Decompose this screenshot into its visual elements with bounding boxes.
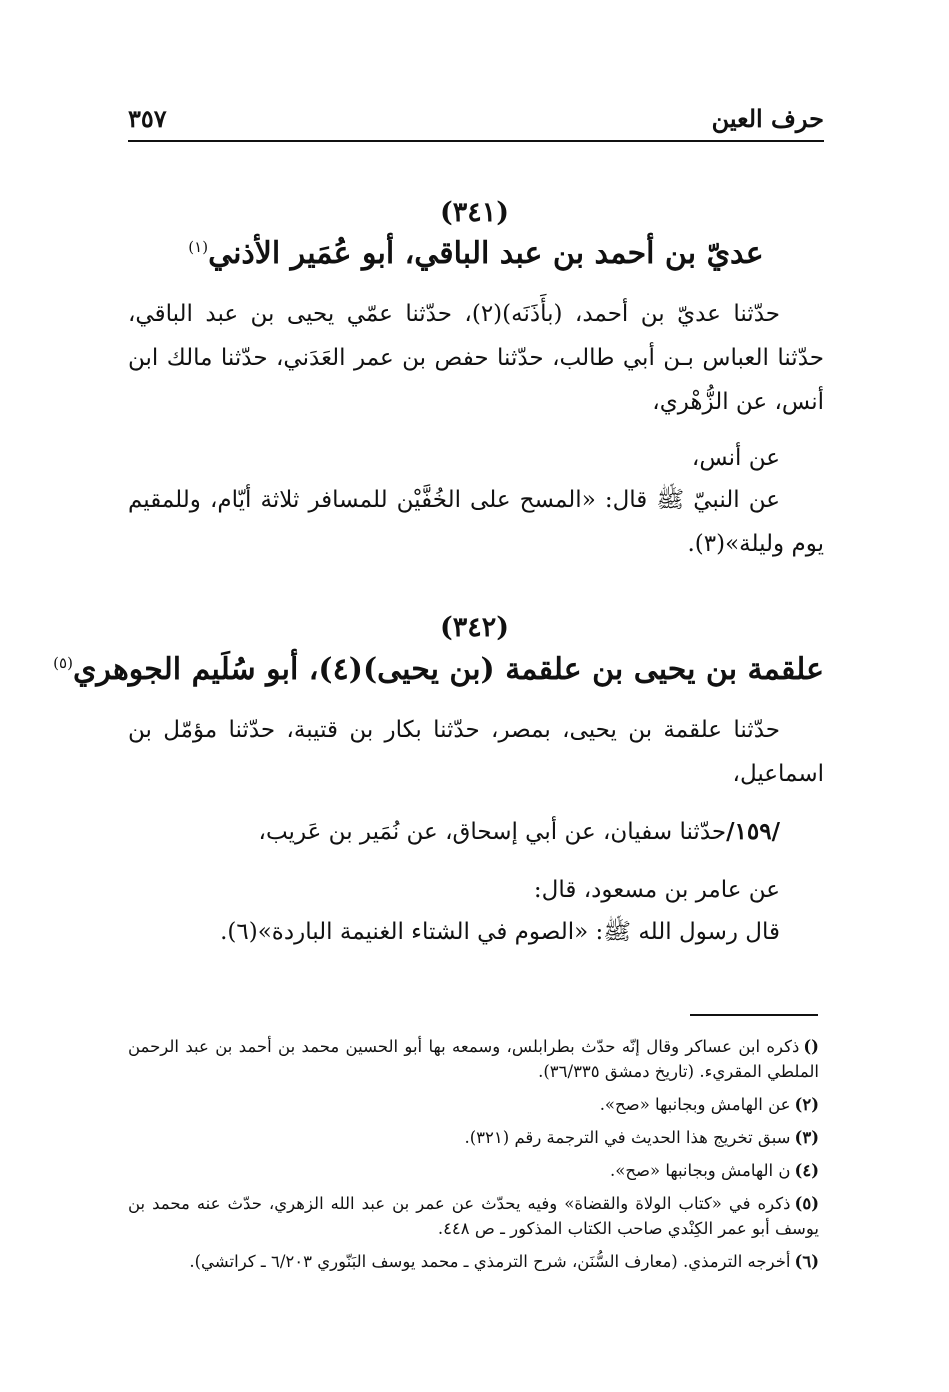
footnote-number: (٣) bbox=[794, 1128, 819, 1147]
entry-title-text: عديّ بن أحمد بن عبد الباقي، أبو عُمَير الأذني bbox=[208, 236, 764, 271]
folio-text: حدّثنا سفيان، عن أبي إسحاق، عن نُمَير بن عَريب، bbox=[258, 819, 727, 845]
matn-text: عن النبيّ ﷺ قال: «المسح على الخُفَّيْن للمسافر ثلاثة أيّام، وللمقيم يوم وليلة»(٣). bbox=[128, 487, 824, 557]
footnote-text: سبق تخريج هذا الحديث في الترجمة رقم (٣٢١). bbox=[464, 1128, 791, 1147]
footnote bbox=[128, 1158, 819, 1183]
footnote-number: () bbox=[803, 1037, 819, 1056]
folio-mark: /١٥٩/ bbox=[726, 818, 780, 845]
footnote bbox=[128, 1125, 819, 1150]
footnote-divider bbox=[690, 1014, 818, 1016]
folio-paragraph bbox=[128, 810, 824, 854]
matn-paragraph bbox=[128, 478, 824, 566]
entry-title-text: علقمة بن يحيى بن علقمة (بن يحيى)(٤)، أبو سُلَيم الجوهري bbox=[72, 652, 824, 687]
entry-title bbox=[128, 236, 824, 271]
footnote-ref: (٥) bbox=[53, 654, 73, 672]
chain-paragraph bbox=[128, 868, 824, 912]
chain-paragraph bbox=[128, 436, 824, 480]
footnote-text: أخرجه الترمذي. (معارف السُّنَن، شرح الترمذي ـ محمد يوسف البَنّوري ٦/٢٠٣ ـ كراتشي). bbox=[189, 1252, 791, 1271]
matn-text: قال رسول الله ﷺ: «الصوم في الشتاء الغنيمة الباردة»(٦). bbox=[220, 919, 780, 945]
isnad-text: حدّثنا عديّ بن أحمد، (بأَذَنَه)(٢)، حدّثنا عمّي يحيى بن عبد الباقي، حدّثنا العباس بـن أبي طالب، حدّثنا حفص بن عمر العَدَني، حدّثنا مالك ابن أنس، عن الزُّهْري، bbox=[128, 301, 824, 415]
footnotes bbox=[128, 1034, 819, 1282]
isnad-text: حدّثنا علقمة بن يحيى، بمصر، حدّثنا بكار بن قتيبة، حدّثنا مؤمّل بن اسماعيل، bbox=[128, 717, 824, 787]
chain-text: عن عامر بن مسعود، قال: bbox=[533, 877, 780, 903]
page-number: ٣٥٧ bbox=[128, 104, 167, 133]
footnote bbox=[128, 1191, 819, 1241]
footnote bbox=[128, 1034, 819, 1084]
footnote bbox=[128, 1249, 819, 1274]
isnad-paragraph bbox=[128, 708, 824, 796]
entry-title bbox=[53, 652, 824, 687]
entry-number: (٣٤٢) bbox=[439, 612, 510, 643]
footnote-text: ن الهامش وبجانبها «صح». bbox=[609, 1161, 791, 1180]
chain-text: عن أنس، bbox=[691, 445, 780, 471]
running-header bbox=[128, 100, 824, 142]
footnote-text: عن الهامش وبجانبها «صح». bbox=[599, 1095, 791, 1114]
footnote-number: (٤) bbox=[794, 1161, 819, 1180]
entry-number: (٣٤١) bbox=[439, 197, 510, 228]
footnote-text: ذكره ابن عساكر وقال إنّه حدّث بطرابلس، وسمعه بها أبو الحسين محمد بن أحمد بن عبد الرحمن الملطي المقريء. (تاريخ دمشق ٣٦/٣٣٥). bbox=[128, 1037, 819, 1081]
footnote-text: ذكره في «كتاب الولاة والقضاة» وفيه يحدّث عن عمر بن عبد الله الزهري، حدّث عنه محمد بن يوسف أبو عمر الكِنْدي صاحب الكتاب المذكور ـ ص ٤٤٨. bbox=[128, 1194, 819, 1238]
footnote-ref: (١) bbox=[188, 238, 209, 256]
footnote-number: (٢) bbox=[794, 1095, 819, 1114]
isnad-paragraph bbox=[128, 292, 824, 424]
footnote-number: (٥) bbox=[794, 1194, 819, 1213]
folio-line bbox=[128, 810, 824, 854]
footnote-number: (٦) bbox=[794, 1252, 819, 1271]
chapter-title: حرف العين bbox=[711, 104, 824, 133]
footnote bbox=[128, 1092, 819, 1117]
matn-paragraph bbox=[128, 910, 824, 954]
